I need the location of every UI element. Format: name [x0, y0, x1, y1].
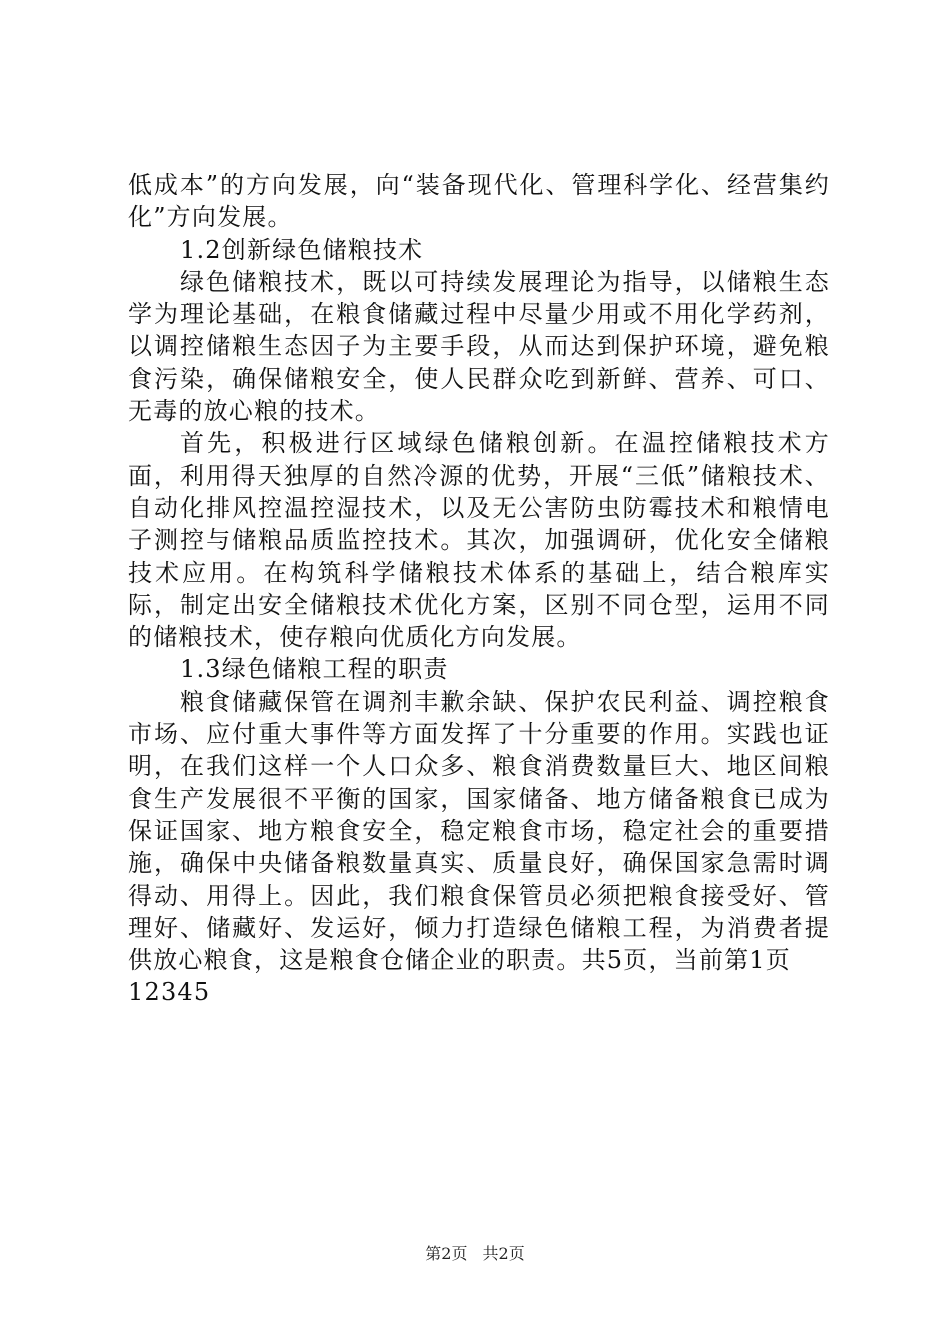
page-footer: [0, 1244, 950, 1264]
section-heading-1-2: 1.2创新绿色储粮技术: [180, 235, 424, 264]
footer-page-label: 第2页: [425, 1244, 468, 1263]
continuation-paragraph: 低成本”的方向发展，向“装备现代化、管理科学化、经营集约化”方向发展。: [128, 171, 830, 232]
document-body: [128, 169, 830, 1009]
section-heading-1-3: 1.3绿色储粮工程的职责: [180, 655, 449, 684]
page-number-list: 12345: [128, 978, 211, 1007]
section-1-3-paragraph-1: 粮食储藏保管在调剂丰歉余缺、保护农民利益、调控粮食市场、应付重大事件等方面发挥了十分重要的作用。实践也证明，在我们这样一个人口众多、粮食消费数量巨大、地区间粮食生产发展很不平衡的国家，国家储备、地方储备粮食已成为保证国家、地方粮食安全，稳定粮食市场，稳定社会的重要措施，确保中央储备粮数量真实、质量良好，确保国家急需时调得动、用得上。因此，我们粮食保管员必须把粮食接受好、管理好、储藏好、发运好，倾力打造绿色储粮工程，为消费者提供放心粮食，这是粮食仓储企业的职责。共5页，当前第1页: [128, 687, 830, 975]
section-1-2-paragraph-1: 绿色储粮技术，既以可持续发展理论为指导，以储粮生态学为理论基础，在粮食储藏过程中尽量少用或不用化学药剂，以调控储粮生态因子为主要手段，从而达到保护环境，避免粮食污染，确保储粮安全，使人民群众吃到新鲜、营养、可口、无毒的放心粮的技术。: [128, 267, 830, 426]
footer-total-label: 共2页: [482, 1244, 525, 1263]
section-1-2-paragraph-2: 首先，积极进行区域绿色储粮创新。在温控储粮技术方面，利用得天独厚的自然冷源的优势，开展“三低”储粮技术、自动化排风控温控湿技术，以及无公害防虫防霉技术和粮情电子测控与储粮品质监控技术。其次，加强调研，优化安全储粮技术应用。在构筑科学储粮技术体系的基础上，结合粮库实际，制定出安全储粮技术优化方案，区别不同仓型，运用不同的储粮技术，使存粮向优质化方向发展。: [128, 429, 830, 652]
